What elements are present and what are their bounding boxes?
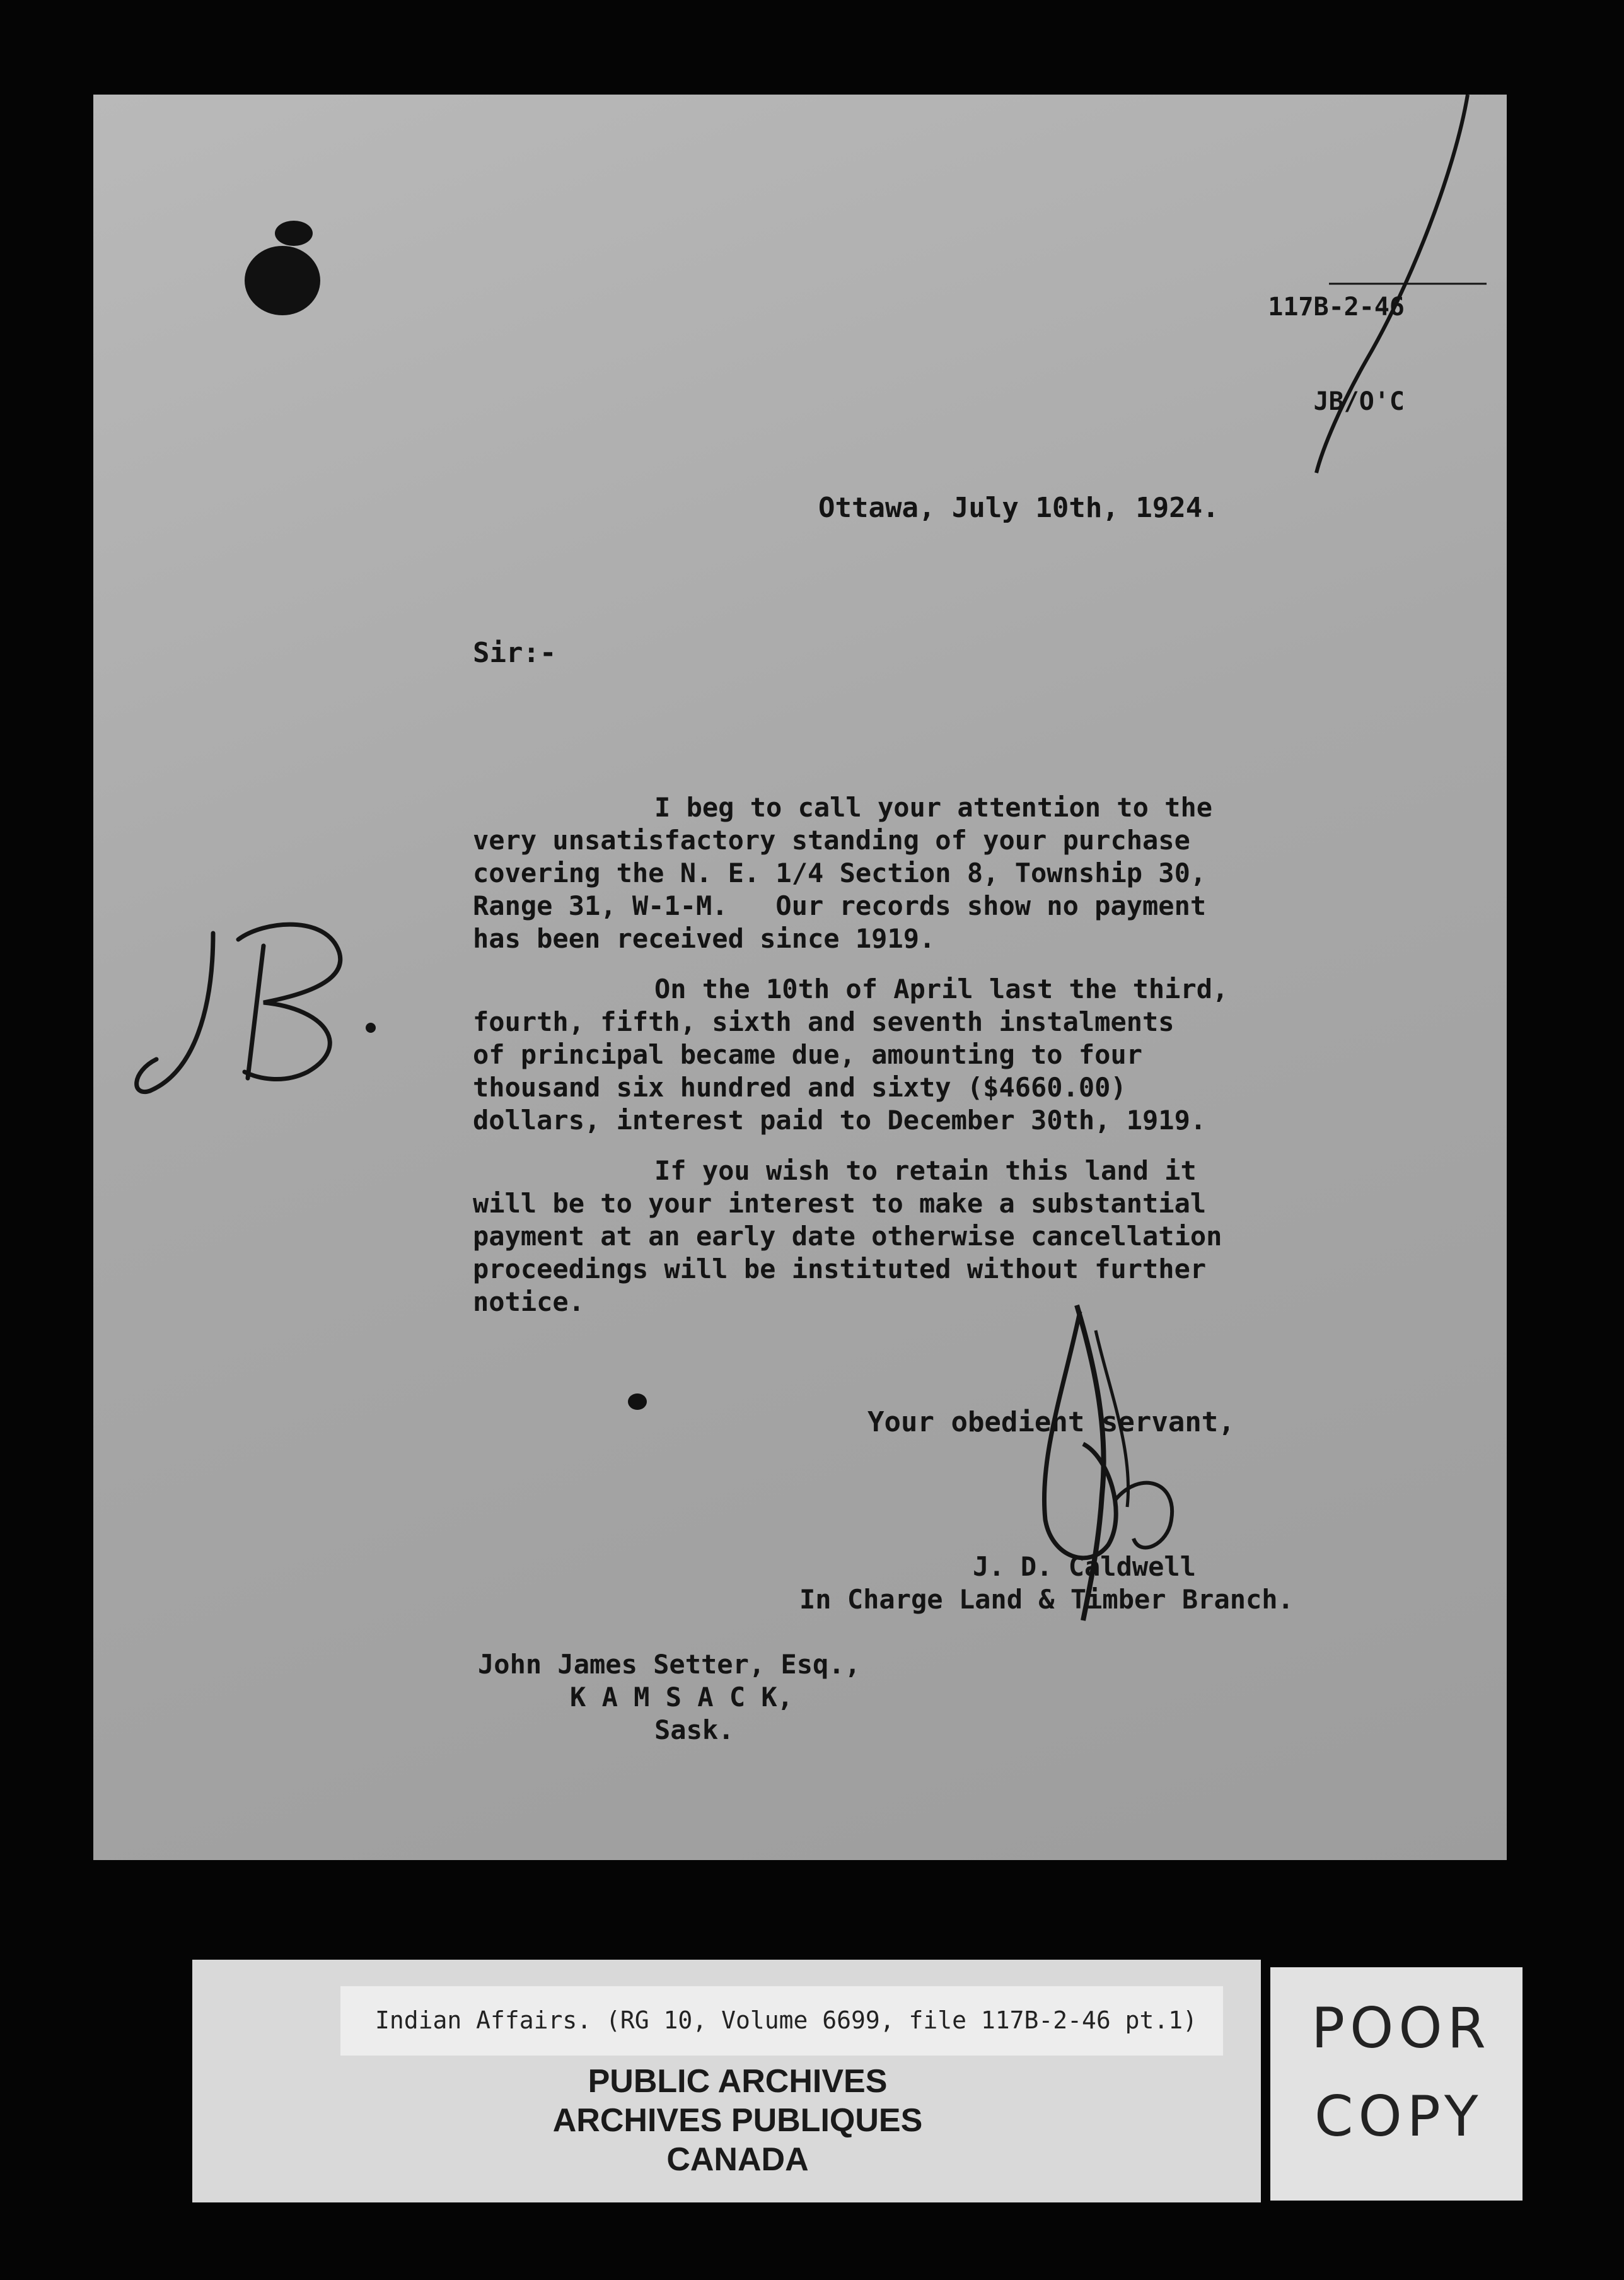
- citation-box: [340, 1986, 1223, 2056]
- addressee-province: Sask.: [654, 1714, 734, 1745]
- archives-line-country: CANADA: [666, 2141, 809, 2178]
- body-line: I beg to call your attention to the: [654, 792, 1213, 823]
- citation-text: Indian Affairs. (RG 10, Volume 6699, file 117B-2-46 pt.1): [375, 2006, 1198, 2034]
- archives-line-french: ARCHIVES PUBLIQUES: [552, 2102, 923, 2139]
- pen-stroke-mark: [1266, 95, 1493, 486]
- body-line: notice.: [473, 1286, 585, 1317]
- poor-copy-line1: POOR: [1311, 1996, 1491, 2061]
- salutation: Sir:-: [473, 637, 557, 669]
- ink-speck: [628, 1393, 647, 1410]
- body-line: has been received since 1919.: [473, 923, 936, 954]
- dateline: Ottawa, July 10th, 1924.: [818, 492, 1219, 524]
- addressee-name: John James Setter, Esq.,: [478, 1649, 861, 1680]
- body-line: will be to your interest to make a substantial: [473, 1188, 1207, 1219]
- body-line: proceedings will be instituted without further: [473, 1253, 1207, 1284]
- letter-page: [93, 95, 1507, 1860]
- margin-initials-handwriting: [119, 883, 446, 1122]
- body-line: thousand six hundred and sixty ($4660.00): [473, 1072, 1127, 1103]
- typist-initials: JB/O'C: [1313, 387, 1405, 416]
- file-number: 117B-2-46: [1268, 293, 1405, 322]
- ink-blot: [245, 246, 320, 315]
- body-line: payment at an early date otherwise cancellation: [473, 1221, 1222, 1252]
- body-line: Range 31, W-1-M. Our records show no payment: [473, 890, 1207, 921]
- signer-name: J. D. Caldwell: [973, 1551, 1197, 1582]
- body-line: very unsatisfactory standing of your purchase: [473, 825, 1190, 856]
- body-line: of principal became due, amounting to four: [473, 1039, 1143, 1070]
- body-line: covering the N. E. 1/4 Section 8, Township 30,: [473, 858, 1207, 888]
- signer-title: In Charge Land & Timber Branch.: [799, 1584, 1294, 1615]
- addressee-town: K A M S A C K,: [570, 1682, 794, 1713]
- archives-title: [454, 2062, 1021, 2179]
- body-line: If you wish to retain this land it: [654, 1155, 1197, 1186]
- body-line: On the 10th of April last the third,: [654, 974, 1229, 1004]
- poor-copy-line2: COPY: [1314, 2084, 1483, 2149]
- body-line: fourth, fifth, sixth and seventh instalments: [473, 1006, 1174, 1037]
- closing: Your obedient servant,: [867, 1406, 1235, 1438]
- archives-line-english: PUBLIC ARCHIVES: [588, 2063, 888, 2100]
- ink-blot: [275, 221, 313, 246]
- body-line: dollars, interest paid to December 30th, 1919.: [473, 1105, 1207, 1136]
